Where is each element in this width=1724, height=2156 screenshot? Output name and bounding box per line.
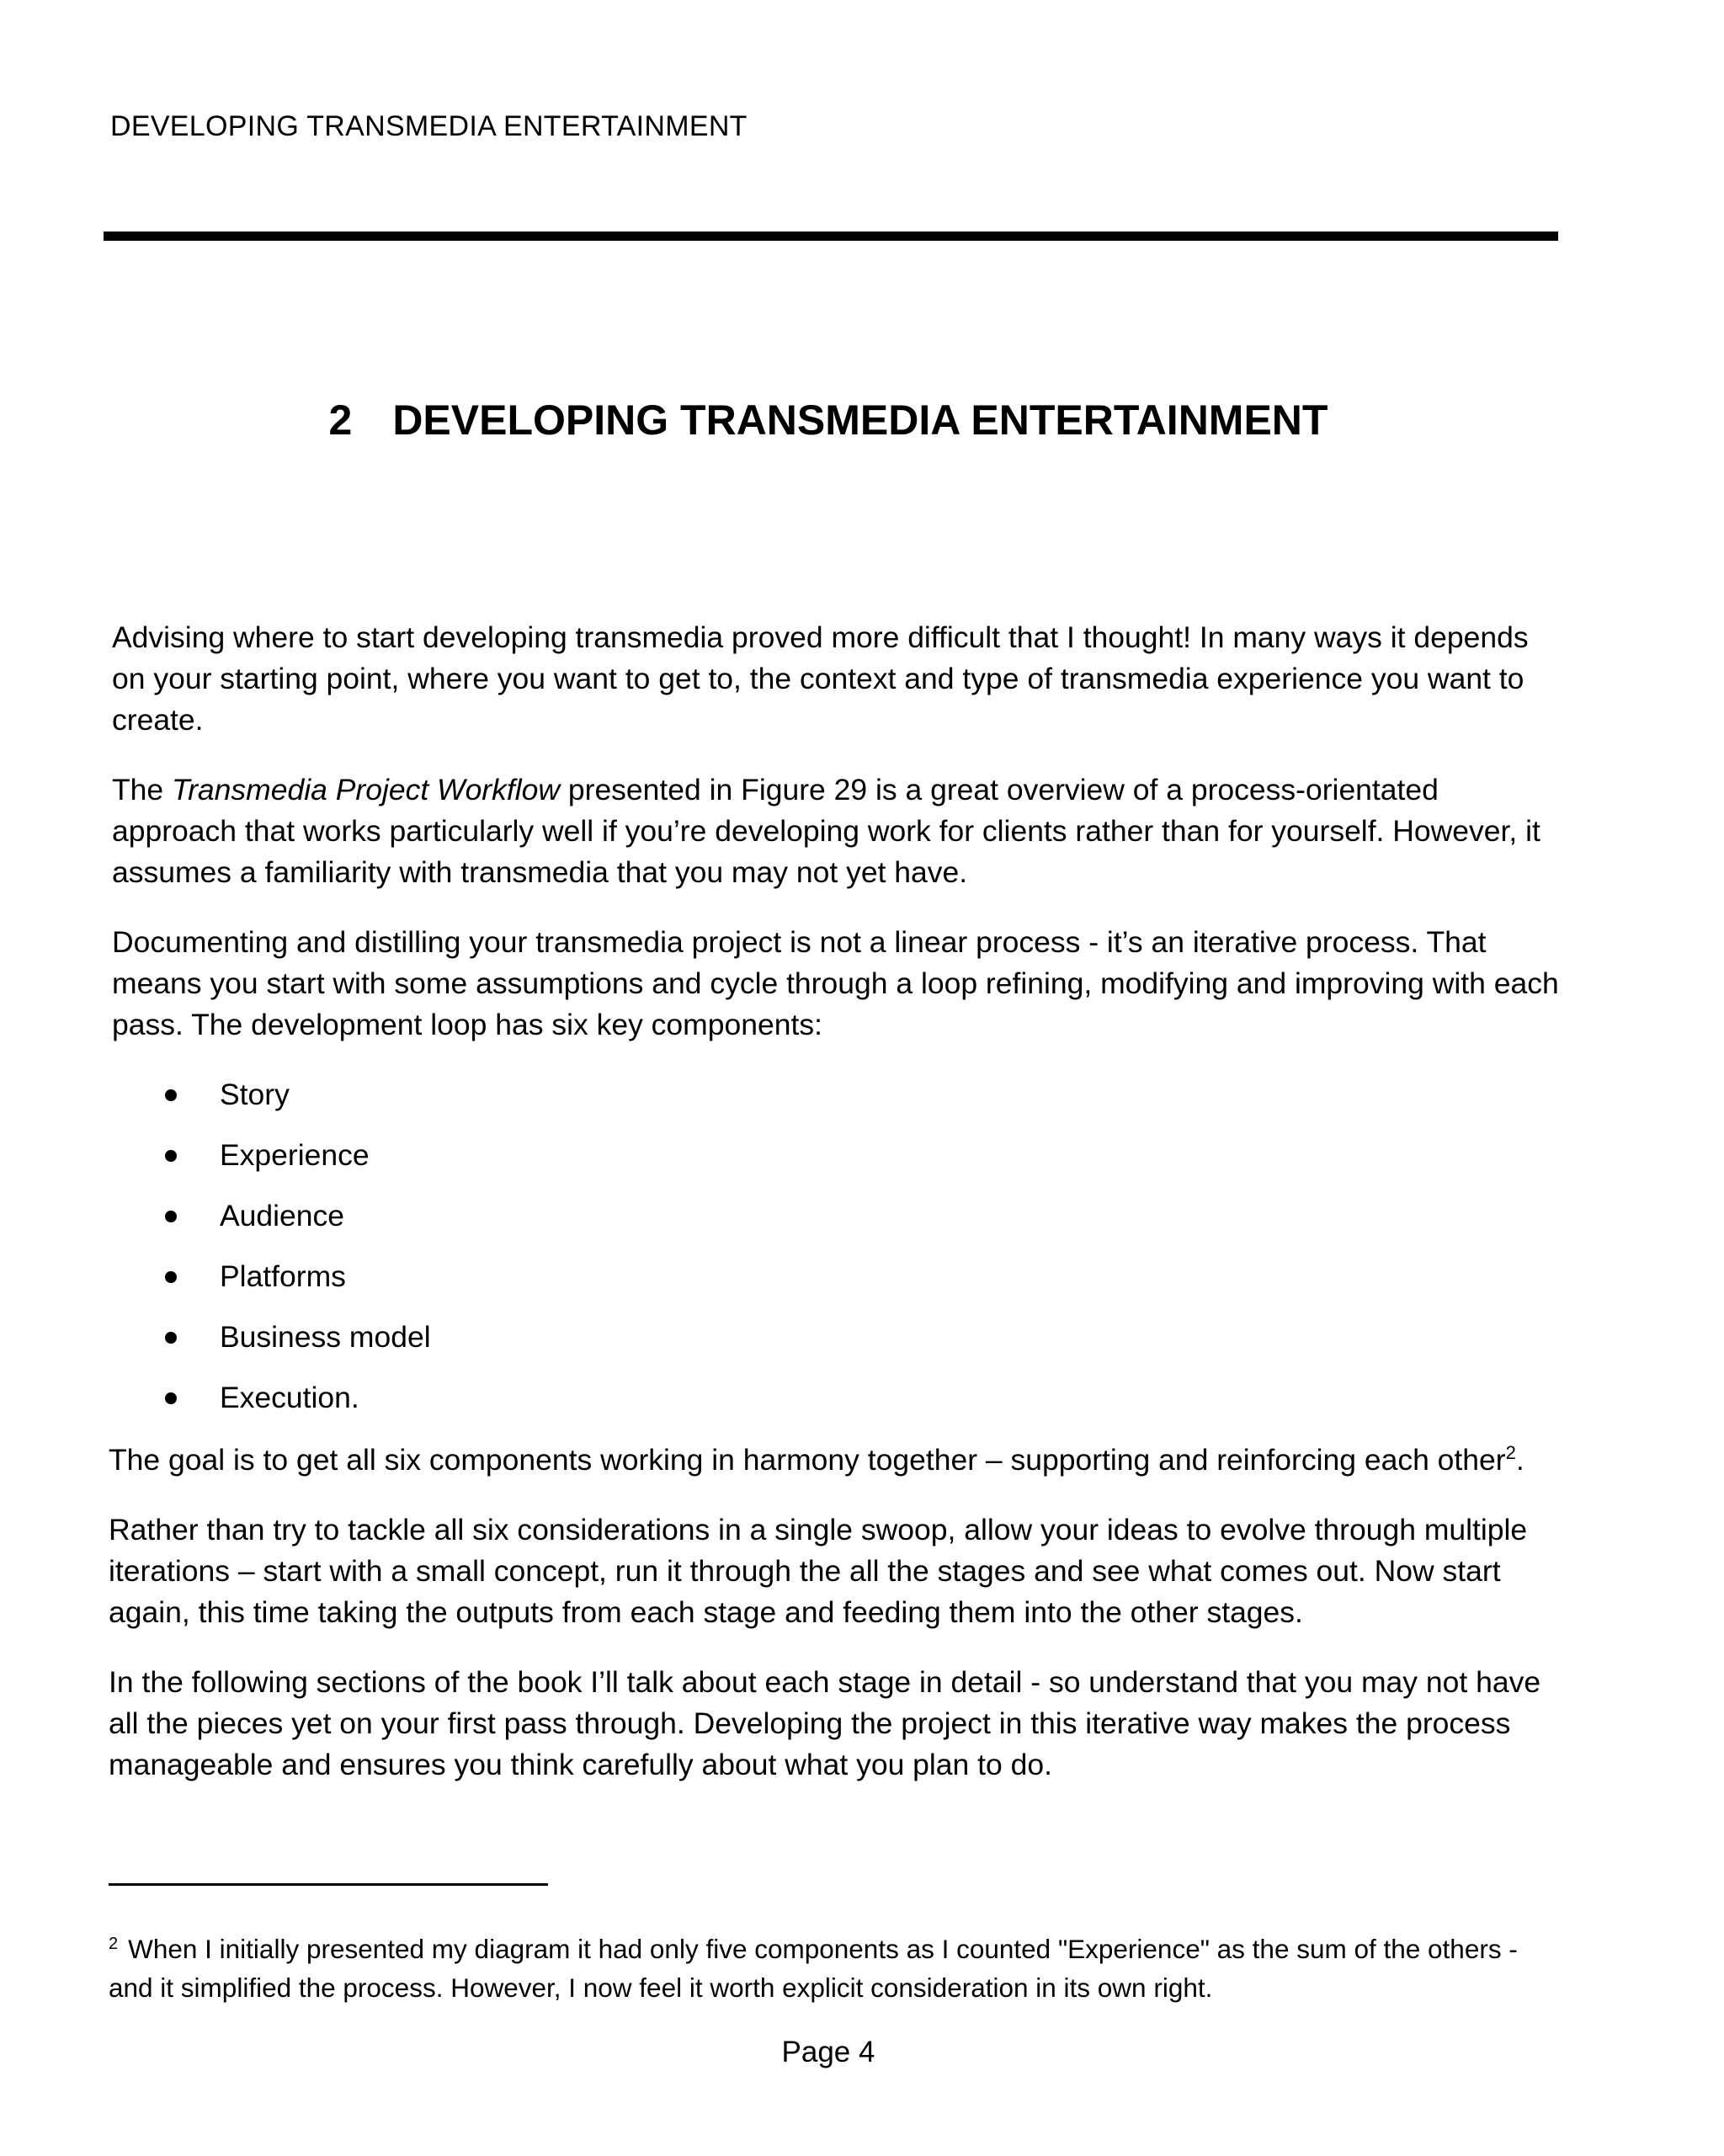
list-item-label: Execution. <box>220 1381 359 1414</box>
list-item <box>109 1317 1565 1377</box>
list-item <box>109 1377 1565 1428</box>
footnote <box>109 1930 1565 2007</box>
bullet-icon <box>165 1150 177 1162</box>
list-item-label: Audience <box>220 1199 345 1232</box>
paragraph-goal <box>109 1440 1565 1481</box>
footnote-separator <box>109 1883 548 1886</box>
list-item <box>109 1074 1565 1135</box>
running-header: DEVELOPING TRANSMEDIA ENTERTAINMENT <box>110 110 748 142</box>
list-item <box>109 1135 1565 1195</box>
footnote-mark: 2 <box>109 1934 119 1953</box>
paragraph-workflow-start: The <box>112 773 173 807</box>
component-list <box>109 1074 1565 1428</box>
list-item-label: Platforms <box>220 1259 346 1293</box>
paragraph-goal-end: . <box>1515 1443 1524 1477</box>
bullet-icon <box>165 1089 177 1101</box>
paragraph-intro: Advising where to start developing transmedia proved more difficult that I thought! In many ways it depends on your starting point, where you want to get to, the context and type of transmedia experience you want to create. <box>112 620 1529 737</box>
bullet-icon <box>165 1332 177 1344</box>
workflow-title: Transmedia Project Workflow <box>172 773 561 807</box>
bullet-icon <box>165 1271 177 1283</box>
paragraph-workflow-rest: presented in Figure 29 is a great overview of a process-orientated approach that works particularly well if you’re developing work for clients rather than for yourself. However, it assumes a familiarity with transmedia that you may not yet have. <box>112 773 1540 889</box>
page-number: Page 4 <box>781 2036 875 2068</box>
paragraph-sections: In the following sections of the book I’ll talk about each stage in detail - so understand that you may not have all the pieces yet on your first pass through. Developing the project in this iterative way makes the process manageable and ensures you think carefully about what you plan to do. <box>109 1665 1541 1781</box>
list-item <box>109 1195 1565 1256</box>
footnote-reference[interactable]: 2 <box>1505 1442 1516 1464</box>
body-text <box>109 617 1565 1814</box>
chapter-number: 2 <box>328 397 353 444</box>
chapter-heading: DEVELOPING TRANSMEDIA ENTERTAINMENT <box>392 397 1328 444</box>
list-item-label: Experience <box>220 1138 370 1172</box>
footnote-text: When I initially presented my diagram it had only five components as I counted "Experience" as the sum of the others - and it simplified the process. However, I now feel it worth explicit consideration in its own right. <box>109 1934 1518 2003</box>
chapter-title <box>0 397 1657 444</box>
bullet-icon <box>165 1392 177 1404</box>
bullet-icon <box>165 1211 177 1222</box>
paragraph-goal-text: The goal is to get all six components working in harmony together – supporting and reinforcing each other <box>109 1443 1506 1477</box>
header-rule <box>104 232 1558 241</box>
list-item-label: Business model <box>220 1320 431 1354</box>
paragraph-iterative: Documenting and distilling your transmedia project is not a linear process - it’s an iterative process. That means you start with some assumptions and cycle through a loop refining, modifying and improving with each pass. The development loop has six key components: <box>112 925 1559 1041</box>
paragraph-workflow <box>109 769 1565 893</box>
list-item <box>109 1256 1565 1317</box>
list-item-label: Story <box>220 1078 290 1111</box>
paragraph-iterations: Rather than try to tackle all six considerations in a single swoop, allow your ideas to evolve through multiple iterations – start with a small concept, run it through the all the stages and see what comes out. Now start again, this time taking the outputs from each stage and feeding them into the other stages. <box>109 1513 1528 1629</box>
